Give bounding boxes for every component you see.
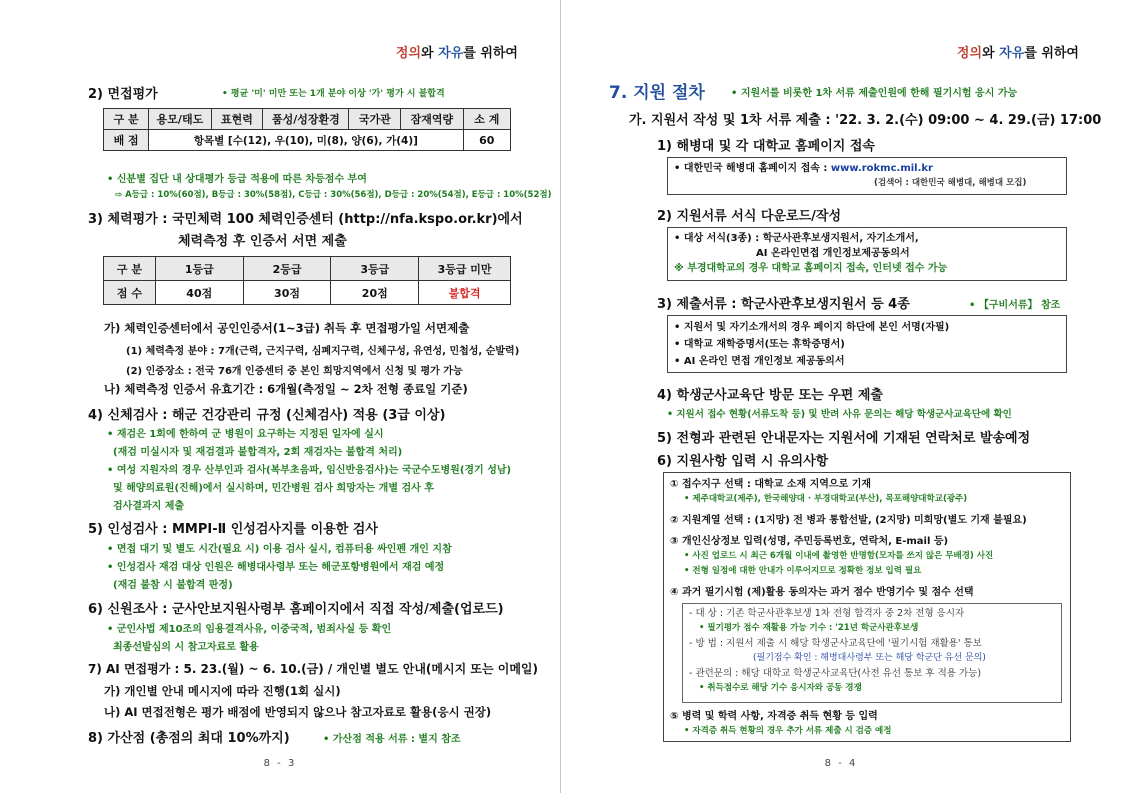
step-3-line-2: • 대학교 재학증명서(또는 휴학증명서) <box>674 339 845 350</box>
step-2-line-3: ※ 부경대학교의 경우 대학교 홈페이지 접속, 인터넷 접수 가능 <box>674 263 948 274</box>
table-header-cell: 표현력 <box>211 109 263 130</box>
ai-item-b: 나) AI 면접전형은 평가 배점에 반영되지 않으나 참고자료로 활용(응시 권장) <box>104 705 492 719</box>
physical-bullet-2c: 검사결과지 제출 <box>113 501 185 512</box>
caution-3-detail-1: • 사진 업로드 시 최근 6개월 이내에 촬영한 반명함(모자를 쓰지 않은 무배경) 사진 <box>684 551 994 561</box>
step-4-title: 4) 학생군사교육단 방문 또는 우편 제출 <box>657 388 883 403</box>
table-header-cell: 3등급 <box>331 257 419 281</box>
step-1-box <box>667 157 1067 195</box>
physical-bullet-2b: 및 해양의료원(진해)에서 실시하며, 민간병원 검사 희망자는 개별 검사 후 <box>113 483 434 494</box>
page-right <box>561 0 1121 793</box>
caution-5-detail: • 자격증 취득 현황의 경우 추가 서류 제출 시 검증 예정 <box>684 726 892 736</box>
step-2-line-2: AI 온라인면접 개인정보제공동의서 <box>756 248 910 259</box>
section-fitness-title: 3) 체력평가 : 국민체력 100 체력인증센터 (http://nfa.kspo.or.kr)에서 <box>88 212 523 227</box>
caution-4-contact-detail: • 취득점수로 해당 기수 응시자와 공동 경쟁 <box>699 683 862 693</box>
fitness-item-a2: (2) 인증장소 : 전국 76개 인증센터 중 본인 희망지역에서 신청 및 평가 가능 <box>126 366 463 377</box>
motto: 정의와 자유를 위하여 <box>956 46 1079 61</box>
caution-2: ② 지원계열 선택 : (1지망) 전 병과 통합선발, (2지망) 미희망(별도 기재 불필요) <box>670 515 1027 526</box>
caution-4-target: - 대 상 : 기존 학군사관후보생 1차 전형 합격자 중 2차 전형 응시자 <box>689 608 965 619</box>
table-cell: 40점 <box>155 281 243 305</box>
step-3-box <box>667 315 1067 373</box>
fitness-score-table <box>103 256 511 305</box>
interview-score-table <box>103 108 511 151</box>
section-personality-title: 5) 인성검사 : MMPI-Ⅱ 인성검사지를 이용한 검사 <box>88 522 378 537</box>
table-cell: 20점 <box>331 281 419 305</box>
table-header-cell: 국가관 <box>349 109 401 130</box>
step-3-line-3: • AI 온라인 면접 개인정보 제공동의서 <box>674 356 845 367</box>
step-5-title: 5) 전형과 관련된 안내문자는 지원서에 기재된 연락처로 발송예정 <box>657 431 1031 446</box>
page-left <box>0 0 560 793</box>
procedure-note: • 지원서를 비롯한 1차 서류 제출인원에 한해 필기시험 응시 가능 <box>731 88 1018 99</box>
step-6-box <box>663 472 1071 742</box>
table-header-cell: 3등급 미만 <box>419 257 511 281</box>
procedure-item-ga: 가. 지원서 작성 및 1차 서류 제출 : '22. 3. 2.(수) 09:00 ~ 4. 29.(금) 17:00 <box>629 113 1102 128</box>
personality-bullet-2: • 인성검사 재검 대상 인원은 해병대사령부 또는 해군포항병원에서 재검 예정 <box>107 562 445 573</box>
table-header-cell: 2등급 <box>243 257 331 281</box>
caution-4-inner-box <box>682 603 1062 703</box>
table-header-cell: 구 분 <box>104 257 156 281</box>
section-ai-title: 7) AI 면접평가 : 5. 23.(월) ~ 6. 10.(금) / 개인별 별도 안내(메시지 또는 이메일) <box>88 662 538 676</box>
caution-1-detail: • 제주대학교(제주), 한국해양대 · 부경대학교(부산), 목포해양대학교(광주) <box>684 494 968 504</box>
step-2-title: 2) 지원서류 서식 다운로드/작성 <box>657 209 842 224</box>
caution-4: ④ 과거 필기시험 (제)활용 동의자는 과거 점수 반영기수 및 점수 선택 <box>670 587 974 598</box>
table-header-cell: 소 계 <box>463 109 510 130</box>
section-procedure-title: 7. 지원 절차 <box>609 83 705 103</box>
page-number: 8 - 4 <box>824 758 858 769</box>
step-1-title: 1) 해병대 및 각 대학교 홈페이지 접속 <box>657 139 875 154</box>
interview-bullet: • 신분별 집단 내 상대평가 등급 적용에 따른 차등점수 부여 <box>107 174 367 185</box>
homepage-line: • 대한민국 해병대 홈페이지 접속 : www.rokmc.mil.kr <box>674 163 933 174</box>
table-cell: 항목별 [수(12), 우(10), 미(8), 양(6), 가(4)] <box>149 130 463 151</box>
section-fitness-title-2: 체력측정 후 인증서 서면 제출 <box>178 234 347 249</box>
table-row-label: 배 점 <box>104 130 149 151</box>
section-background-title: 6) 신원조사 : 군사안보지원사령부 홈페이지에서 직접 작성/제출(업로드) <box>88 602 504 617</box>
physical-bullet-1: • 재검은 1회에 한하여 군 병원이 요구하는 지정된 일자에 실시 <box>107 429 384 440</box>
motto: 정의와 자유를 위하여 <box>395 46 518 61</box>
page-number: 8 - 3 <box>263 758 297 769</box>
caution-4-contact: - 관련문의 : 해당 대학교 학생군사교육단(사전 유선 통보 후 적용 가능) <box>689 668 982 679</box>
caution-1: ① 접수지구 선택 : 대학교 소재 지역으로 기재 <box>670 479 872 490</box>
physical-bullet-1b: (재검 미실시자 및 재검결과 불합격자, 2회 재검자는 불합격 처리) <box>113 447 403 458</box>
homepage-link[interactable]: www.rokmc.mil.kr <box>830 163 933 174</box>
step-6-title: 6) 지원사항 입력 시 유의사항 <box>657 454 829 469</box>
table-row-label: 점 수 <box>104 281 156 305</box>
fitness-item-b: 나) 체력측정 인증서 유효기간 : 6개월(측정일 ~ 2차 전형 종료일 기준) <box>104 382 468 396</box>
search-keyword: (검색어 : 대한민국 해병대, 해병대 모집) <box>874 178 1027 188</box>
table-header-cell: 1등급 <box>155 257 243 281</box>
caution-4-method-detail: (필기점수 확인 : 해병대사령부 또는 해당 학군단 유선 문의) <box>753 653 986 663</box>
table-header-cell: 품성/성장환경 <box>263 109 349 130</box>
step-2-box <box>667 227 1067 281</box>
caution-4-target-detail: • 필기평가 점수 재활용 가능 기수 : '21년 학군사관후보생 <box>699 623 919 633</box>
caution-3: ③ 개인신상정보 입력(성명, 주민등록번호, 연락처, E-mail 등) <box>670 536 949 547</box>
personality-bullet-2b: (재검 불참 시 불합격 판정) <box>113 580 233 591</box>
section-bonus-title: 8) 가산점 (총점의 최대 10%까지) <box>88 731 290 746</box>
table-cell: 30점 <box>243 281 331 305</box>
table-cell-fail: 불합격 <box>419 281 511 305</box>
table-header-cell: 용모/태도 <box>149 109 211 130</box>
fitness-item-a: 가) 체력인증센터에서 공인인증서(1~3급) 취득 후 면접평가일 서면제출 <box>104 321 470 335</box>
caution-3-detail-2: • 전형 일정에 대한 안내가 이루어지므로 정확한 정보 입력 필요 <box>684 566 922 576</box>
interview-note: • 평균 '미' 미만 또는 1개 분야 이상 '가' 평가 시 불합격 <box>222 89 445 99</box>
step-3-title: 3) 제출서류 : 학군사관후보생지원서 등 4종 <box>657 297 910 312</box>
background-bullet-b: 최종선발심의 시 참고자료로 활용 <box>113 642 259 653</box>
ai-item-a: 가) 개인별 안내 메시지에 따라 진행(1회 실시) <box>104 684 341 698</box>
caution-4-method: - 방 법 : 지원서 제출 시 해당 학생군사교육단에 '필기시험 재활용' 통보 <box>689 638 982 649</box>
step-3-note: • 【구비서류】 참조 <box>969 300 1061 311</box>
bonus-note: • 가산점 적용 서류 : 별지 참조 <box>323 734 461 745</box>
interview-grade-list: ⇨ A등급 : 10%(60점), B등급 : 30%(58점), C등급 : 30%(56점), D등급 : 20%(54점), E등급 : 10%(52점) <box>115 190 552 200</box>
personality-bullet-1: • 면접 대기 및 별도 시간(필요 시) 이용 검사 실시, 컴퓨터용 싸인펜 개인 지참 <box>107 544 452 555</box>
step-3-line-1: • 지원서 및 자기소개서의 경우 페이지 하단에 본인 서명(자필) <box>674 322 950 333</box>
section-physical-title: 4) 신체검사 : 해군 건강관리 규정 (신체검사) 적용 (3급 이상) <box>88 408 446 423</box>
table-header-cell: 구 분 <box>104 109 149 130</box>
caution-5: ⑤ 병력 및 학력 사항, 자격증 취득 현황 등 입력 <box>670 711 878 722</box>
step-4-note: • 지원서 접수 현황(서류도착 등) 및 반려 사유 문의는 해당 학생군사교육단에 확인 <box>667 409 1012 420</box>
table-cell: 60 <box>463 130 510 151</box>
section-interview-title: 2) 면접평가 <box>88 87 158 102</box>
fitness-item-a1: (1) 체력측정 분야 : 7개(근력, 근지구력, 심폐지구력, 신체구성, 유연성, 민첩성, 순발력) <box>126 346 520 357</box>
table-header-cell: 잠재역량 <box>401 109 463 130</box>
background-bullet: • 군인사법 제10조의 임용결격사유, 이중국적, 범죄사실 등 확인 <box>107 624 392 635</box>
physical-bullet-2: • 여성 지원자의 경우 산부인과 검사(복부초음파, 임신반응검사)는 국군수도병원(경기 성남) <box>107 465 512 476</box>
step-2-line-1: • 대상 서식(3종) : 학군사관후보생지원서, 자기소개서, <box>674 233 919 244</box>
